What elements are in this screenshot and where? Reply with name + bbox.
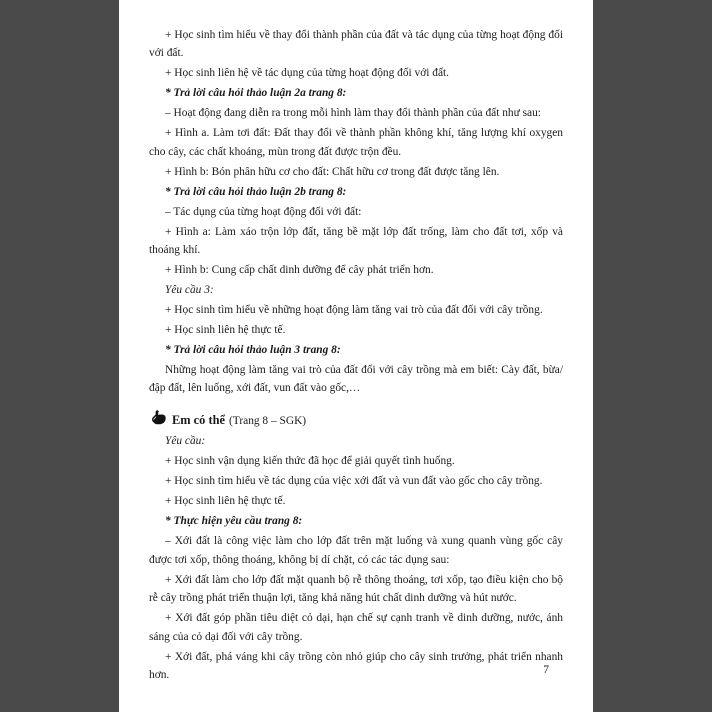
paragraph: + Học sinh tìm hiểu về thay đổi thành phần của đất và tác dụng của từng hoạt động đối với đất. (149, 29, 563, 60)
document-body (149, 26, 563, 684)
callout-subtitle: (Trang 8 – SGK) (229, 414, 307, 427)
paragraph: – Xới đất là công việc làm cho lớp đất trên mặt luống và xung quanh vùng gốc cây được tơi xốp, thông thoáng, không bị dí chặt, có các tác dụng sau: (149, 535, 563, 566)
paragraph: + Học sinh liên hệ về tác dụng của từng hoạt động đối với đất. (165, 67, 450, 80)
paragraph: + Hình a. Làm tơi đất: Đất thay đổi về thành phần không khí, tăng lượng khí oxygen cho cây, các chất khoáng, mùn trong đất được trộn đều. (149, 127, 563, 158)
paragraph: + Hình b: Bón phân hữu cơ cho đất: Chất hữu cơ trong đất được tăng lên. (165, 165, 500, 178)
pointing-hand-icon (149, 408, 169, 428)
paragraph: – Tác dụng của từng hoạt động đối với đất: (165, 205, 362, 218)
paragraph-heading: * Thực hiện yêu cầu trang 8: (165, 515, 303, 528)
paragraph: + Hình a: Làm xáo trộn lớp đất, tăng bề mặt lớp đất trống, làm cho đất tơi, xốp và thoáng khí. (149, 225, 563, 257)
callout-title: Em có thể (172, 412, 225, 427)
paragraph: + Hình b: Cung cấp chất dinh dưỡng để cây phát triển hơn. (165, 264, 434, 277)
paragraph-block-top (149, 26, 563, 398)
paragraph: + Xới đất, phá váng khi cây trồng còn nhỏ giúp cho cây sinh trưởng, phát triển nhanh hơn. (149, 650, 563, 681)
paragraph-subheading: Yêu cầu 3: (165, 284, 214, 297)
document-page (119, 0, 593, 712)
paragraph-heading: * Trả lời câu hỏi thảo luận 2b trang 8: (165, 185, 347, 198)
paragraph-subheading: Yêu cầu: (165, 435, 206, 448)
paragraph-block-bottom (149, 432, 563, 684)
paragraph: + Học sinh liên hệ thực tế. (165, 324, 286, 337)
section-callout (149, 404, 563, 430)
paragraph: + Xới đất góp phần tiêu diệt cỏ dại, hạn chế sự cạnh tranh về dinh dưỡng, nước, ánh sáng của cỏ dại đối với cây trồng. (149, 612, 563, 643)
paragraph: + Học sinh tìm hiểu về tác dụng của việc xới đất và vun đất vào gốc cho cây trồng. (165, 475, 543, 488)
paragraph: + Học sinh vận dụng kiến thức đã học để giải quyết tình huống. (165, 455, 455, 468)
paragraph: + Xới đất làm cho lớp đất mặt quanh bộ rễ thông thoáng, tơi xốp, tạo điều kiện cho bộ rễ cây trồng phát triển thuận lợi, tăng khả năng hút chất dinh dưỡng và hút nước. (149, 573, 563, 605)
paragraph: – Hoạt động đang diễn ra trong mỗi hình làm thay đổi thành phần của đất như sau: (165, 107, 541, 120)
page-number: 7 (543, 664, 549, 676)
paragraph: Những hoạt động làm tăng vai trò của đất đối với cây trồng mà em biết: Cày đất, bừa/đập đất, lên luống, xới đất, vun đất vào gốc,… (149, 363, 563, 395)
paragraph: + Học sinh liên hệ thực tế. (165, 495, 286, 508)
paragraph: + Học sinh tìm hiểu về những hoạt động làm tăng vai trò của đất đối với cây trồng. (165, 304, 543, 317)
paragraph-heading: * Trả lời câu hỏi thảo luận 2a trang 8: (165, 87, 347, 100)
paragraph-heading: * Trả lời câu hỏi thảo luận 3 trang 8: (165, 344, 341, 356)
